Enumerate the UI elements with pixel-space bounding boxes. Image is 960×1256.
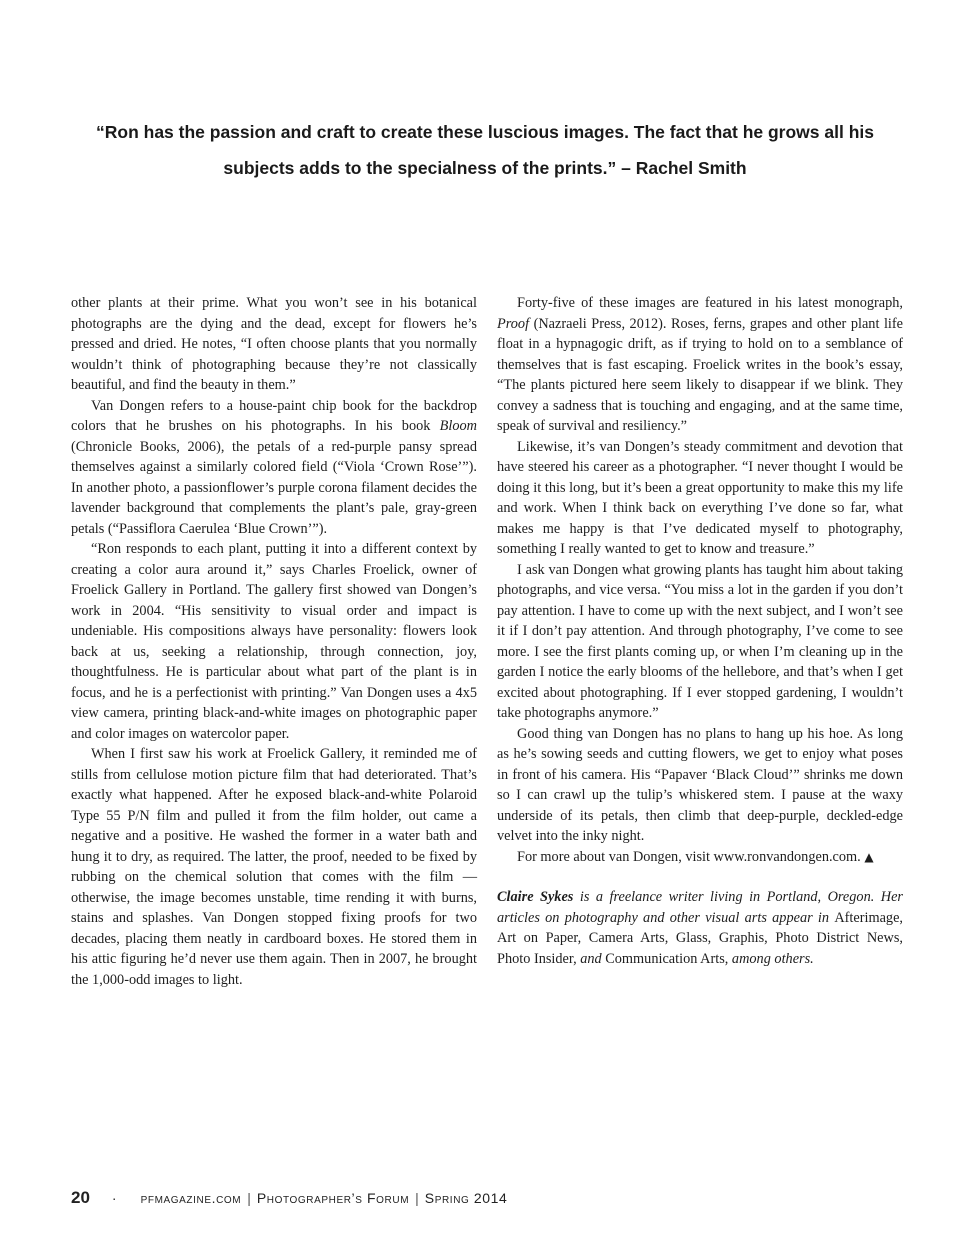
right-paragraph-3: I ask van Dongen what growing plants has taught him about taking photographs, and vice versa. “You miss a lot in the garden if you don’t pay attention. I have to come up with the next subject, and I won’t see it if I don’t pay attention. And through photography, I’ve come to see more. I see the first plants coming up, or when I’m cleaning up in the garden I notice the early blooms of the hellebore, and that’s when I get excited about photographing. If I ever stopped gardening, I wouldn’t take photographs anymore.” [497,561,903,721]
left-column [71,293,477,990]
left-paragraph-4: When I first saw his work at Froelick Gallery, it reminded me of stills from cellulose motion picture film that had deteriorated. That’s exactly what happened. After he exposed black-and-white Polaroid Type 55 P/N film and pulled it from the film holder, out came a negative and a positive. He washed the former in a water bath and hung it to dry, as required. The latter, the proof, needed to be fixed by rubbing on the chemical solution that comes with the film — otherwise, the image becomes unstable, time rending it with burns, stains and splashes. Van Dongen stopped fixing proofs for two decades, placing them neatly in cardboard boxes. He stored them in his attic figuring he’d never use them again. Then in 2007, he brought the 1,000-odd images to light. [71,746,477,988]
author-bio: Claire Sykes is a freelance writer living in Portland, Oregon. Her articles on photography and other visual arts appear in Afterimage, Art on Paper, Camera Arts, Glass, Graphis, Photo District News, Photo Insider, and Communication Arts, among others. [497,889,903,967]
page-footer [71,1188,507,1208]
footer-separator: · [111,1190,117,1206]
left-paragraph-3: “Ron responds to each plant, putting it into a different context by creating a color aura around it,” says Charles Froelick, owner of Froelick Gallery in Portland. The gallery first showed van Dongen’s work in 2004. “His sensitivity to visual order and impact is undeniable. His compositions always have personality: flowers look back at us, seeking a relationship, through connection, joy, thoughtfulness. He is particular about what part of the plant is in focus, and he is a perfectionist with printing.” Van Dongen uses a 4x5 view camera, printing black-and-white images on photographic paper and color images on watercolor paper. [71,541,477,742]
left-paragraph-1: other plants at their prime. What you won’t see in his botanical photographs are the dying and the dead, except for flowers he’s pressed and dried. He notes, “I often choose plants that you normally wouldn’t think of photographing because they’re not classically beautiful, and find the beauty in them.” [71,295,477,393]
page-number: 20 [71,1188,90,1207]
right-column [497,293,903,969]
end-triangle-icon: ▲ [864,849,874,864]
author-name: Claire Sykes [497,889,574,905]
footer-magazine: Photographer’s Forum [256,1190,410,1206]
right-paragraph-2: Likewise, it’s van Dongen’s steady commitment and devotion that have steered his career as a photographer. “I never thought I would be doing it this long, but it’s been a great opportunity to make this my life and work. When I think back on everything I’ve done so far, what makes me happy is that I’ve dedicated myself to photography, something I really wanted to get to know and treasure.” [497,438,903,557]
book-title-proof: Proof [497,315,530,332]
right-paragraph-4: Good thing van Dongen has no plans to hang up his hoe. As long as he’s sowing seeds and cutting flowers, we get to enjoy what poses in front of his camera. His “Papaver ‘Black Cloud’” shrinks me down so I can crawl up the tulip’s whiskered stem. I pause at the waxy underside of its petals, then climb that deep-purple, deckled-edge velvet into the inky night. [497,725,903,844]
left-paragraph-2: Van Dongen refers to a house-paint chip book for the backdrop colors that he brushes on his photographs. In his book Bloom (Chronicle Books, 2006), the petals of a red-purple pansy spread themselves against a similarly colored field (“Viola ‘Crown Rose’”). In another photo, a passionflower’s purple corona filament decides the lavender background that complements the plant’s pale, gray-green petals (“Passiflora Caerulea ‘Blue Crown’”). [71,397,477,537]
footer-issue: Spring 2014 [424,1190,508,1206]
right-paragraph-5 [497,847,903,868]
pull-quote: “Ron has the passion and craft to create these luscious images. The fact that he grows all his subjects adds to the specialness of the prints.” – Rachel Smith [96,122,874,178]
footer-site: pfmagazine.com [140,1190,242,1206]
right-paragraph-1: Forty-five of these images are featured in his latest monograph, Proof (Nazraeli Press, 2012). Roses, ferns, grapes and other plant life float in a hypnagogic drift, as if trying to hold on to a semblance of themselves that is fast escaping. Froelick writes in the book’s essay, “The plants pictured here seem likely to disappear if we blink. They convey a sadness that is touching and engaging, and at the same time, speak of survival and resiliency.” [497,295,903,434]
website-link[interactable]: For more about van Dongen, visit www.ronvandongen.com. [517,848,865,865]
footer-divider: | [247,1190,251,1206]
book-title-bloom: Bloom [439,418,477,434]
footer-divider: | [415,1190,419,1206]
